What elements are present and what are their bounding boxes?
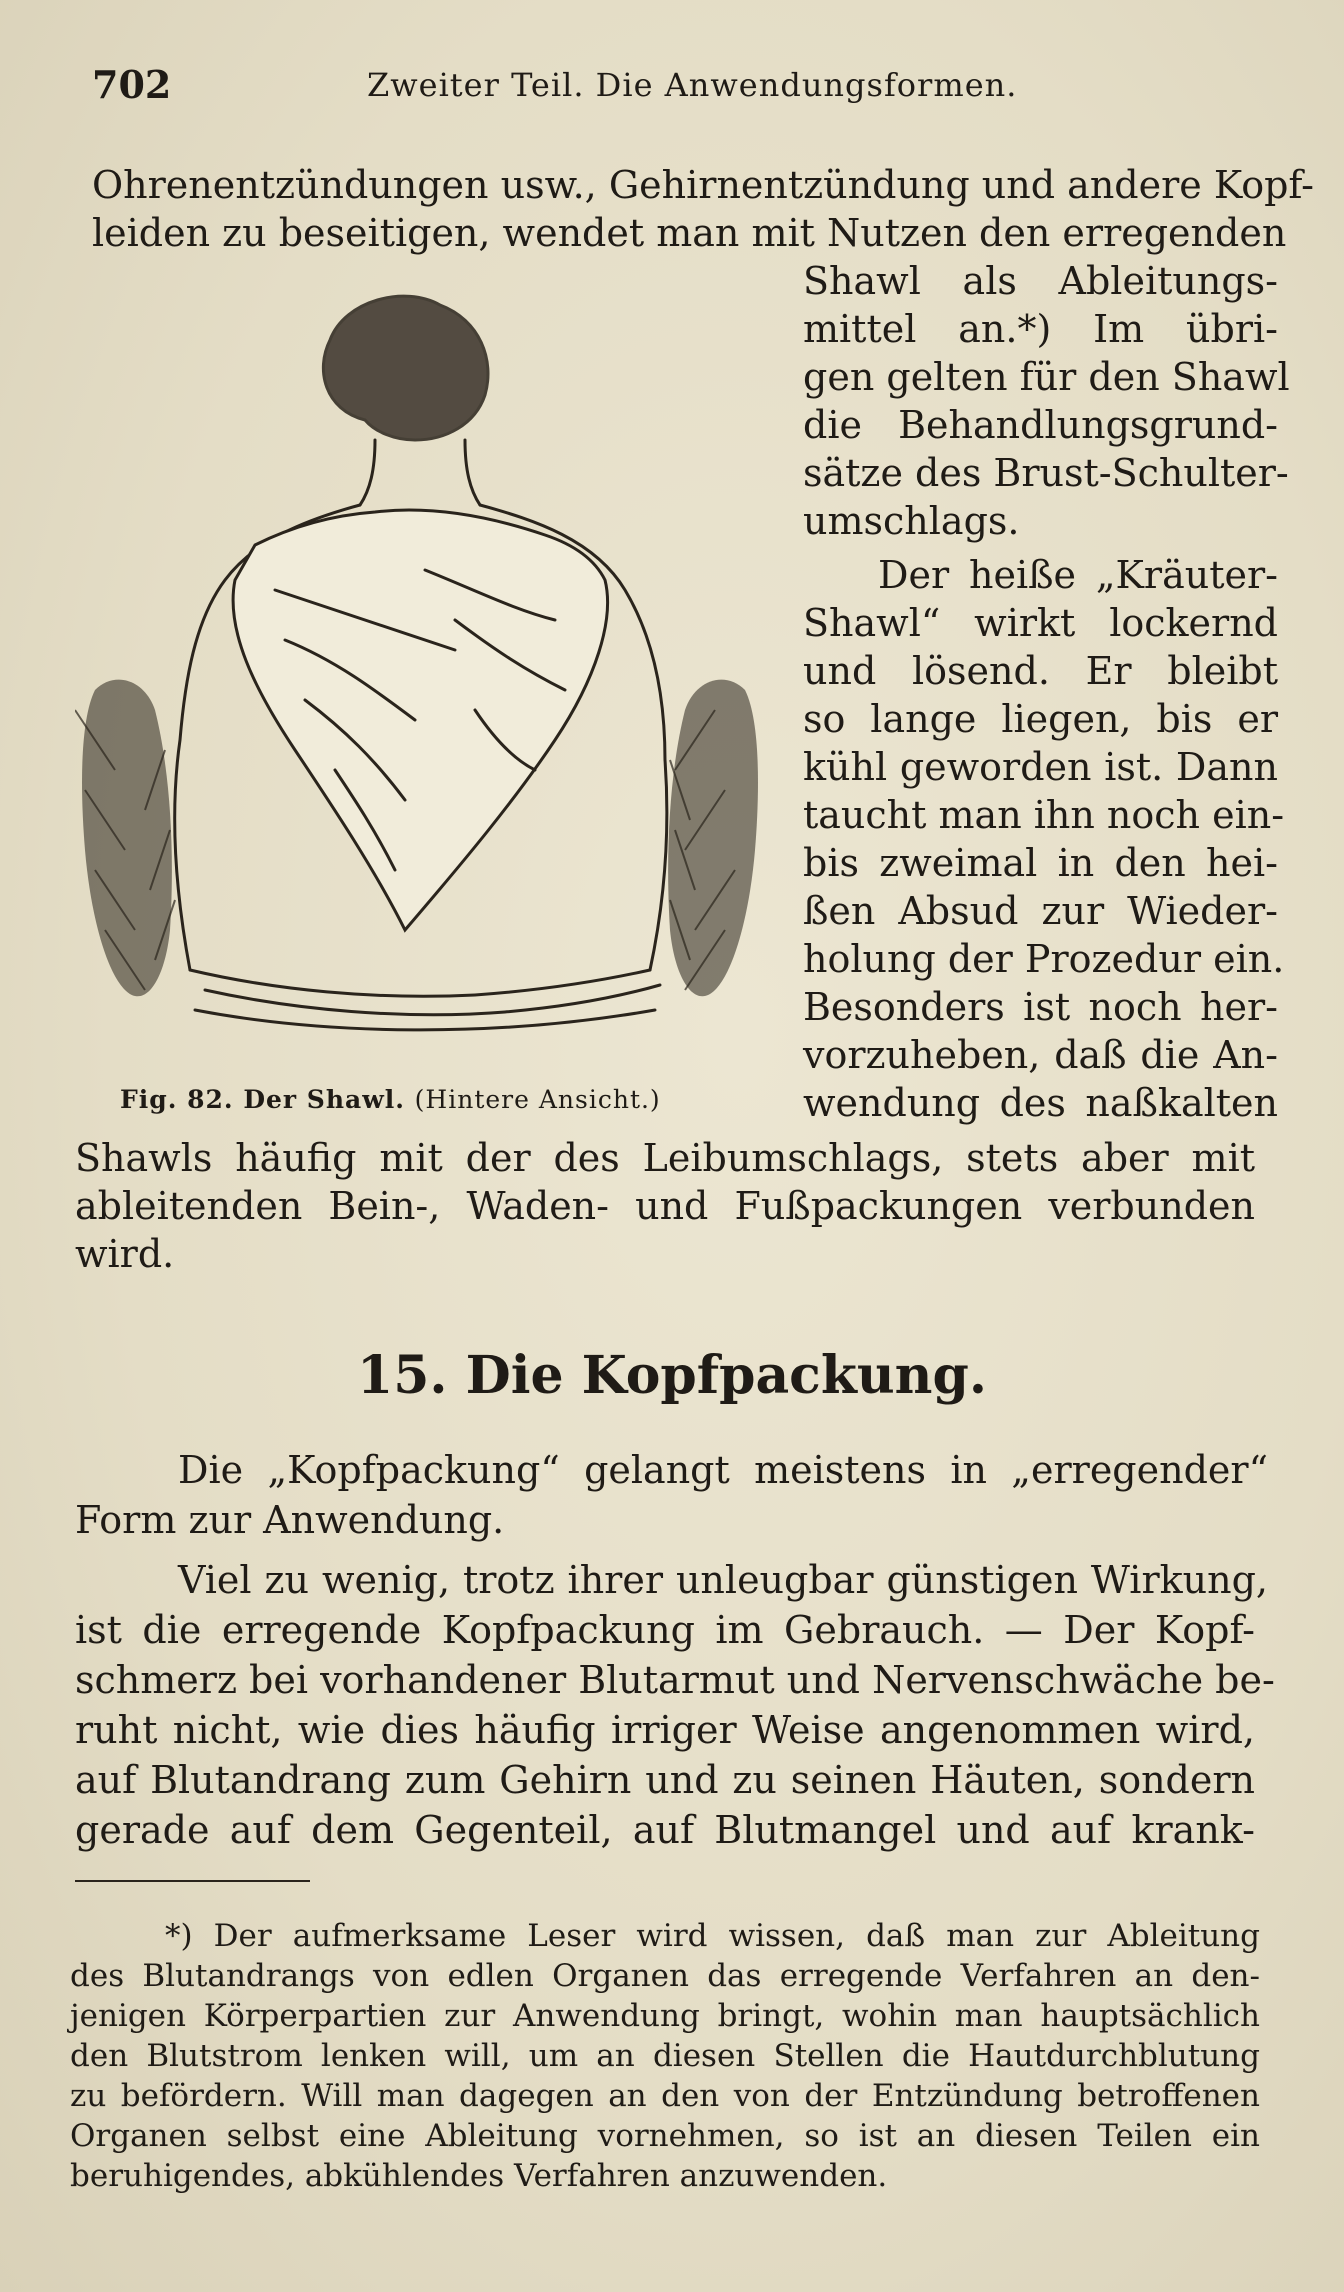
shawl-illustration xyxy=(75,290,765,1080)
body-line: so lange liegen, bis er xyxy=(803,697,1278,741)
page-number: 702 xyxy=(92,62,172,107)
footnote-line: *) Der aufmerksame Leser wird wissen, daß man zur Ableitung xyxy=(165,1918,1260,1954)
body-line: gen gelten für den Shawl xyxy=(803,355,1290,399)
body-line: mittel an.*) Im übri- xyxy=(803,307,1278,351)
body-line: umschlags. xyxy=(803,499,1020,543)
caption-label: Fig. 82. Der Shawl. xyxy=(120,1085,405,1114)
body-line: Die „Kopfpackung“ gelangt meistens in „erregender“ xyxy=(178,1448,1268,1492)
footnote-line: den Blutstrom lenken will, um an diesen Stellen die Hautdurchblutung xyxy=(70,2038,1260,2074)
body-line: ruht nicht, wie dies häufig irriger Weise angenommen wird, xyxy=(75,1708,1255,1752)
body-line: taucht man ihn noch ein- xyxy=(803,793,1285,837)
body-line: bis zweimal in den hei- xyxy=(803,841,1278,885)
body-line: Shawl“ wirkt lockernd xyxy=(803,601,1278,645)
body-line: Form zur Anwendung. xyxy=(75,1498,505,1542)
body-line: holung der Prozedur ein. xyxy=(803,937,1285,981)
footnote-rule xyxy=(75,1880,310,1882)
body-line: Shawls häufig mit der des Leibumschlags, stets aber mit xyxy=(75,1136,1255,1180)
footnote-line: Organen selbst eine Ableitung vornehmen, so ist an diesen Teilen ein xyxy=(70,2118,1260,2154)
footnote-line: jenigen Körperpartien zur Anwendung bringt, wohin man hauptsächlich xyxy=(70,1998,1260,2034)
body-line: kühl geworden ist. Dann xyxy=(803,745,1278,789)
footnote-line: zu befördern. Will man dagegen an den von der Entzündung betroffenen xyxy=(70,2078,1260,2114)
body-line: wendung des naßkalten xyxy=(803,1081,1278,1125)
body-line: schmerz bei vorhandener Blutarmut und Nervenschwäche be- xyxy=(75,1658,1275,1702)
body-line: sätze des Brust-Schulter- xyxy=(803,451,1289,495)
body-line: Ohrenentzündungen usw., Gehirnentzündung und andere Kopf- xyxy=(92,163,1314,207)
body-line: ßen Absud zur Wieder- xyxy=(803,889,1278,933)
figure-shawl-back-view xyxy=(75,290,765,1080)
body-line: die Behandlungsgrund- xyxy=(803,403,1278,447)
body-line: Der heiße „Kräuter- xyxy=(878,553,1278,597)
section-heading: 15. Die Kopfpackung. xyxy=(357,1345,987,1406)
figure-caption xyxy=(120,1085,661,1114)
body-line: ist die erregende Kopfpackung im Gebrauch. — Der Kopf- xyxy=(75,1608,1255,1652)
body-line: Viel zu wenig, trotz ihrer unleugbar günstigen Wirkung, xyxy=(178,1558,1268,1602)
footnote-line: beruhigendes, abkühlendes Verfahren anzuwenden. xyxy=(70,2158,888,2194)
caption-sub: (Hintere Ansicht.) xyxy=(414,1085,661,1114)
body-line: leiden zu beseitigen, wendet man mit Nutzen den erregenden xyxy=(92,211,1287,255)
running-title: Zweiter Teil. Die Anwendungsformen. xyxy=(367,66,1018,104)
body-line: gerade auf dem Gegenteil, auf Blutmangel und auf krank- xyxy=(75,1808,1255,1852)
body-line: Besonders ist noch her- xyxy=(803,985,1278,1029)
body-line: wird. xyxy=(75,1232,175,1276)
page-header xyxy=(92,62,1292,112)
body-line: ableitenden Bein-, Waden- und Fußpackungen verbunden xyxy=(75,1184,1255,1228)
footnote-line: des Blutandrangs von edlen Organen das erregende Verfahren an den- xyxy=(70,1958,1260,1994)
body-line: Shawl als Ableitungs- xyxy=(803,259,1278,303)
body-line: auf Blutandrang zum Gehirn und zu seinen Häuten, sondern xyxy=(75,1758,1255,1802)
body-line: und lösend. Er bleibt xyxy=(803,649,1278,693)
body-line: vorzuheben, daß die An- xyxy=(803,1033,1278,1077)
